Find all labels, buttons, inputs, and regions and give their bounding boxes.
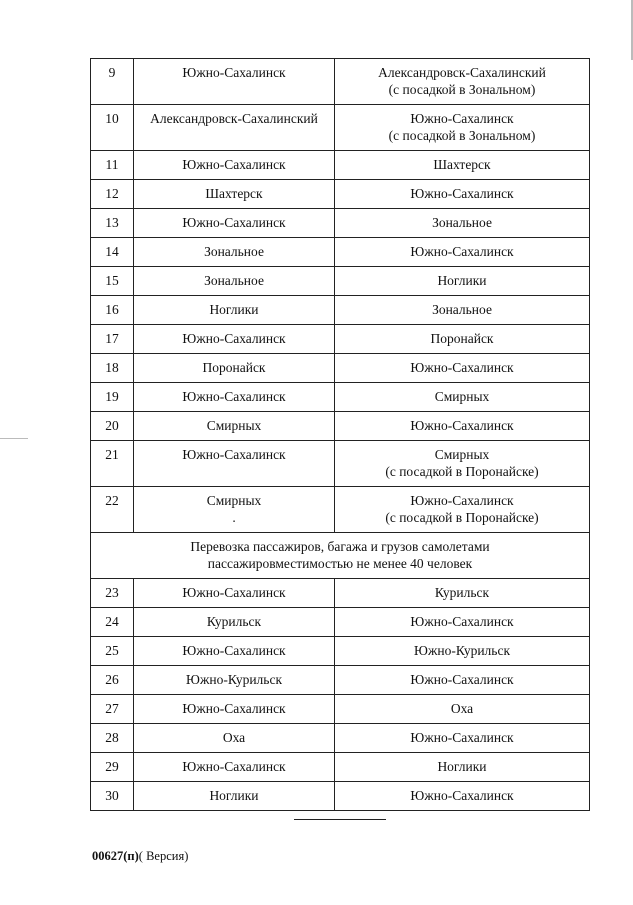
departure-line: Поронайск [202, 360, 266, 375]
departure-cell [134, 608, 335, 637]
departure-cell [134, 296, 335, 325]
table-row [91, 105, 590, 151]
route-number-cell: 22 [91, 487, 134, 533]
route-number-cell: 10 [91, 105, 134, 151]
departure-cell [134, 412, 335, 441]
table-row [91, 695, 590, 724]
departure-line: Южно-Сахалинск [182, 389, 286, 404]
destination-line: Смирных [434, 447, 490, 462]
section-heading-row [91, 533, 590, 579]
departure-line: Южно-Сахалинск [182, 701, 286, 716]
destination-cell [335, 753, 590, 782]
departure-line: Смирных [206, 493, 262, 508]
destination-cell [335, 579, 590, 608]
departure-cell [134, 695, 335, 724]
destination-cell [335, 695, 590, 724]
departure-cell [134, 666, 335, 695]
departure-line: Ноглики [209, 788, 259, 803]
table-row [91, 412, 590, 441]
table-row [91, 637, 590, 666]
destination-line: Шахтерск [433, 157, 491, 172]
destination-line: Южно-Сахалинск [410, 360, 514, 375]
departure-line: Южно-Сахалинск [182, 331, 286, 346]
departure-cell [134, 354, 335, 383]
destination-line: (с посадкой в Поронайске) [385, 464, 539, 479]
departure-line: Южно-Сахалинск [182, 447, 286, 462]
departure-cell [134, 238, 335, 267]
destination-cell [335, 354, 590, 383]
destination-line: Южно-Сахалинск [410, 186, 514, 201]
destination-line: Зональное [432, 215, 492, 230]
departure-cell [134, 267, 335, 296]
route-number-cell: 25 [91, 637, 134, 666]
table-row [91, 579, 590, 608]
destination-line: Александровск-Сахалинский [378, 65, 546, 80]
destination-line: Южно-Сахалинск [410, 614, 514, 629]
departure-line: Южно-Сахалинск [182, 759, 286, 774]
destination-cell [335, 412, 590, 441]
destination-line: Зональное [432, 302, 492, 317]
departure-cell [134, 59, 335, 105]
table-row [91, 608, 590, 637]
departure-cell [134, 151, 335, 180]
destination-line: Ноглики [437, 759, 487, 774]
departure-cell [134, 724, 335, 753]
destination-line: Южно-Сахалинск [410, 672, 514, 687]
destination-cell [335, 637, 590, 666]
destination-cell [335, 325, 590, 354]
destination-line: (с посадкой в Зональном) [388, 128, 536, 143]
destination-line: Южно-Сахалинск [410, 244, 514, 259]
destination-line: Курильск [434, 585, 490, 600]
section-heading [91, 533, 590, 579]
route-number-cell: 12 [91, 180, 134, 209]
destination-line: Оха [450, 701, 474, 716]
destination-cell [335, 180, 590, 209]
destination-cell [335, 105, 590, 151]
departure-line: Ноглики [209, 302, 259, 317]
departure-cell [134, 383, 335, 412]
departure-cell [134, 637, 335, 666]
table-row [91, 267, 590, 296]
departure-line: Зональное [204, 244, 264, 259]
table-row [91, 354, 590, 383]
departure-cell [134, 180, 335, 209]
departure-line: Оха [222, 730, 246, 745]
departure-line: Южно-Сахалинск [182, 215, 286, 230]
destination-cell [335, 383, 590, 412]
destination-line: Поронайск [430, 331, 494, 346]
departure-line: Смирных [206, 418, 262, 433]
destination-line: Южно-Сахалинск [410, 788, 514, 803]
route-number-cell: 18 [91, 354, 134, 383]
table-row [91, 782, 590, 811]
table-row [91, 487, 590, 533]
table-row [91, 441, 590, 487]
scan-mark-left-dash [0, 438, 28, 439]
destination-cell [335, 238, 590, 267]
destination-line: Южно-Сахалинск [410, 493, 514, 508]
route-number-cell: 20 [91, 412, 134, 441]
route-number-cell: 17 [91, 325, 134, 354]
route-number-cell: 27 [91, 695, 134, 724]
route-number-cell: 24 [91, 608, 134, 637]
route-number-cell: 23 [91, 579, 134, 608]
route-number-cell: 29 [91, 753, 134, 782]
document-version-label: ( Версия) [138, 849, 189, 863]
destination-line: Южно-Сахалинск [410, 730, 514, 745]
destination-line: Ноглики [437, 273, 487, 288]
departure-cell [134, 782, 335, 811]
separator-rule [294, 819, 386, 820]
route-number-cell: 26 [91, 666, 134, 695]
destination-cell [335, 487, 590, 533]
departure-line: Южно-Сахалинск [182, 157, 286, 172]
table-row [91, 151, 590, 180]
destination-line: Южно-Сахалинск [410, 418, 514, 433]
table-row [91, 209, 590, 238]
section-heading-line: пассажировместимостью не менее 40 человек [207, 556, 473, 571]
departure-cell [134, 441, 335, 487]
destination-line: Южно-Курильск [414, 643, 510, 658]
table-row [91, 666, 590, 695]
route-number-cell: 28 [91, 724, 134, 753]
route-number-cell: 11 [91, 151, 134, 180]
destination-line: Южно-Сахалинск [410, 111, 514, 126]
table-row [91, 296, 590, 325]
destination-cell [335, 151, 590, 180]
route-number-cell: 21 [91, 441, 134, 487]
departure-line: Южно-Сахалинск [182, 585, 286, 600]
departure-line: Зональное [204, 273, 264, 288]
route-number-cell: 13 [91, 209, 134, 238]
destination-line: Смирных [434, 389, 490, 404]
destination-line: (с посадкой в Зональном) [388, 82, 536, 97]
departure-line: Южно-Сахалинск [182, 643, 286, 658]
table-row [91, 180, 590, 209]
destination-cell [335, 296, 590, 325]
destination-line: (с посадкой в Поронайске) [385, 510, 539, 525]
destination-cell [335, 724, 590, 753]
table-row [91, 383, 590, 412]
departure-cell [134, 209, 335, 238]
departure-line: Южно-Сахалинск [182, 65, 286, 80]
route-number-cell: 19 [91, 383, 134, 412]
destination-cell [335, 209, 590, 238]
departure-cell [134, 487, 335, 533]
destination-cell [335, 666, 590, 695]
destination-cell [335, 608, 590, 637]
departure-line: . [232, 510, 236, 525]
destination-cell [335, 782, 590, 811]
section-heading-line: Перевозка пассажиров, багажа и грузов самолетами [190, 539, 490, 554]
departure-line: Шахтерск [205, 186, 263, 201]
route-number-cell: 9 [91, 59, 134, 105]
table-row [91, 325, 590, 354]
route-number-cell: 14 [91, 238, 134, 267]
table-row [91, 238, 590, 267]
destination-cell [335, 441, 590, 487]
document-code [92, 849, 188, 864]
route-number-cell: 30 [91, 782, 134, 811]
departure-line: Южно-Курильск [186, 672, 282, 687]
departure-cell [134, 105, 335, 151]
departure-cell [134, 579, 335, 608]
destination-cell [335, 267, 590, 296]
departure-line: Курильск [206, 614, 262, 629]
table-row [91, 753, 590, 782]
departure-line: Александровск-Сахалинский [150, 111, 318, 126]
table-row [91, 724, 590, 753]
destination-cell [335, 59, 590, 105]
route-number-cell: 16 [91, 296, 134, 325]
departure-cell [134, 325, 335, 354]
document-code-number: 00627(п) [92, 849, 139, 863]
table-row [91, 59, 590, 105]
routes-table [90, 58, 590, 811]
departure-cell [134, 753, 335, 782]
route-number-cell: 15 [91, 267, 134, 296]
